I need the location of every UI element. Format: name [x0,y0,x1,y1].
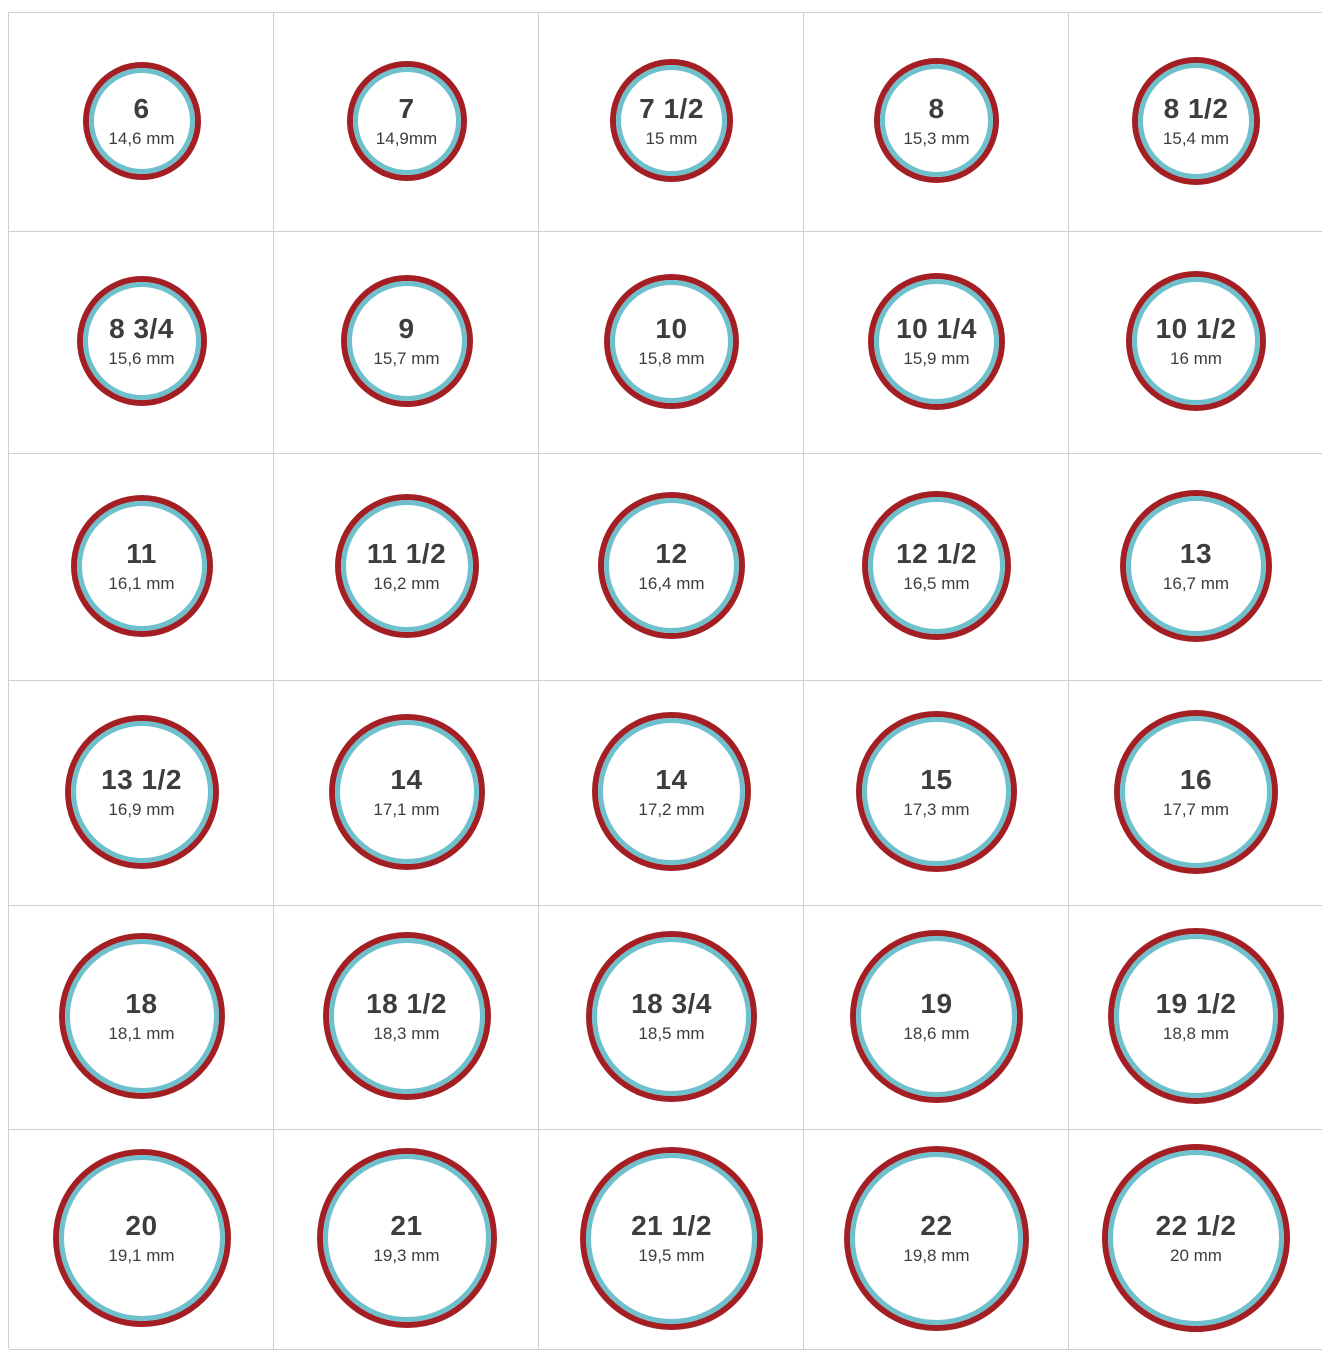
ring-circle [341,500,473,632]
ring-size-cell [274,13,539,232]
ring-size-cell [539,681,804,906]
ring-size-label: 12 1/2 [896,537,977,569]
ring-diameter-label: 16,5 mm [903,573,970,593]
ring-circle [586,1153,757,1324]
ring-diameter-label: 15,7 mm [373,349,440,368]
ring-diameter-label: 15,6 mm [108,349,175,368]
ring-size-cell [9,906,274,1130]
ring-circle [83,282,201,400]
ring-size-label: 11 1/2 [366,537,447,569]
ring-size-cell [9,1130,274,1350]
ring-diameter-label: 16 mm [1170,349,1222,368]
ring-circle [1114,934,1278,1098]
ring-size-cell [9,681,274,906]
ring-size-cell [804,232,1069,454]
ring-diameter-label: 16,1 mm [108,573,175,593]
ring-size-label: 7 1/2 [639,92,704,124]
ring-size-label: 10 [655,313,688,344]
ring-diameter-label: 14,6 mm [108,128,175,148]
ring-diameter-label: 20 mm [1170,1246,1222,1265]
ring-size-label: 14 [655,763,688,795]
ring-diameter-label: 17,3 mm [903,799,970,819]
ring-circle [850,1152,1023,1325]
ring-circle [1120,716,1272,868]
ring-diameter-label: 15,3 mm [903,128,970,148]
ring-diameter-label: 16,7 mm [1162,573,1230,593]
ring-circle [592,937,751,1096]
ring-size-label: 13 [1179,537,1213,569]
ring-size-label: 6 [133,92,150,124]
ring-circle [1132,277,1260,405]
ring-size-label: 15 [920,763,953,795]
ring-diameter-label: 15 mm [645,128,698,148]
ring-circle [353,67,461,175]
ring-size-cell [9,232,274,454]
ring-diameter-label: 18,3 mm [373,1024,440,1043]
ring-size-cell [9,454,274,681]
ring-size-cell [9,13,274,232]
ring-size-label: 13 1/2 [101,763,182,795]
ring-size-label: 19 1/2 [1155,988,1237,1019]
ring-size-label: 22 [920,1210,953,1241]
ring-circle [874,279,999,404]
ring-circle [347,281,467,401]
ring-size-label: 21 [390,1210,423,1241]
ring-diameter-label: 19,8 mm [903,1246,970,1265]
ring-diameter-label: 18,6 mm [903,1024,970,1043]
ring-size-cell [804,454,1069,681]
ring-size-label: 11 [126,537,157,569]
ring-size-label: 14 [390,763,423,795]
ring-diameter-label: 16,4 mm [638,573,705,593]
ring-size-label: 9 [398,313,415,344]
ring-diameter-label: 14,9mm [375,128,438,148]
ring-circle [862,717,1011,866]
ring-circle [1126,496,1266,636]
ring-diameter-label: 17,2 mm [638,799,705,819]
ring-circle [77,501,207,631]
ring-diameter-label: 15,8 mm [638,349,705,368]
ring-circle [856,936,1017,1097]
ring-size-label: 22 1/2 [1155,1210,1237,1241]
ring-size-label: 10 1/2 [1155,313,1237,344]
ring-size-cell [1069,232,1322,454]
ring-size-cell [1069,906,1322,1130]
ring-size-cell [274,454,539,681]
ring-size-label: 12 [655,537,688,569]
ring-circle [335,720,479,864]
ring-size-cell [274,681,539,906]
ring-diameter-label: 16,9 mm [108,799,175,819]
ring-size-label: 8 3/4 [109,313,174,344]
ring-size-cell [1069,454,1322,681]
ring-circle [59,1155,225,1321]
ring-size-cell [539,1130,804,1350]
ring-size-cell [1069,13,1322,232]
ring-diameter-label: 19,1 mm [108,1246,175,1265]
ring-size-cell [539,13,804,232]
ring-size-cell [804,906,1069,1130]
ring-circle [1138,63,1254,179]
ring-size-label: 7 [398,92,415,124]
ring-size-cell [274,1130,539,1350]
ring-size-label: 20 [125,1210,158,1241]
ring-circle [598,718,745,865]
ring-size-cell [539,454,804,681]
ring-size-label: 8 [928,92,945,124]
ring-diameter-label: 15,4 mm [1162,128,1230,148]
ring-circle [89,68,195,174]
ring-diameter-label: 16,2 mm [373,573,440,593]
ring-diameter-label: 18,5 mm [638,1024,705,1043]
ring-size-cell [804,681,1069,906]
ring-size-label: 21 1/2 [631,1210,712,1241]
ring-circle [868,497,1005,634]
ring-size-label: 10 1/4 [896,313,977,344]
ring-size-cell [1069,681,1322,906]
ring-size-label: 8 1/2 [1163,92,1229,124]
ring-size-label: 18 3/4 [631,988,712,1019]
ring-size-cell [1069,1130,1322,1350]
ring-size-label: 16 [1179,763,1213,795]
ring-size-label: 18 [125,988,158,1019]
ring-circle [604,498,739,633]
ring-size-cell [804,13,1069,232]
ring-circle [610,280,733,403]
ring-size-cell [539,232,804,454]
ring-size-cell [274,906,539,1130]
ring-size-cell [804,1130,1069,1350]
ring-diameter-label: 19,5 mm [638,1246,705,1265]
ring-size-cell [274,232,539,454]
ring-circle [65,939,219,1093]
ring-size-label: 18 1/2 [366,988,447,1019]
ring-size-label: 19 [920,988,953,1019]
ring-diameter-label: 15,9 mm [903,349,970,368]
ring-circle [880,64,993,177]
ring-size-cell [539,906,804,1130]
ring-diameter-label: 19,3 mm [373,1246,440,1265]
ring-circle [616,65,727,176]
ring-diameter-label: 17,1 mm [373,799,440,819]
ring-circle [71,721,213,863]
ring-size-grid [8,12,1322,1349]
ring-diameter-label: 18,8 mm [1162,1024,1230,1043]
ring-diameter-label: 18,1 mm [108,1024,175,1043]
ring-circle [329,938,485,1094]
ring-circle [323,1154,491,1322]
ring-circle [1108,1150,1284,1326]
ring-diameter-label: 17,7 mm [1162,799,1230,819]
